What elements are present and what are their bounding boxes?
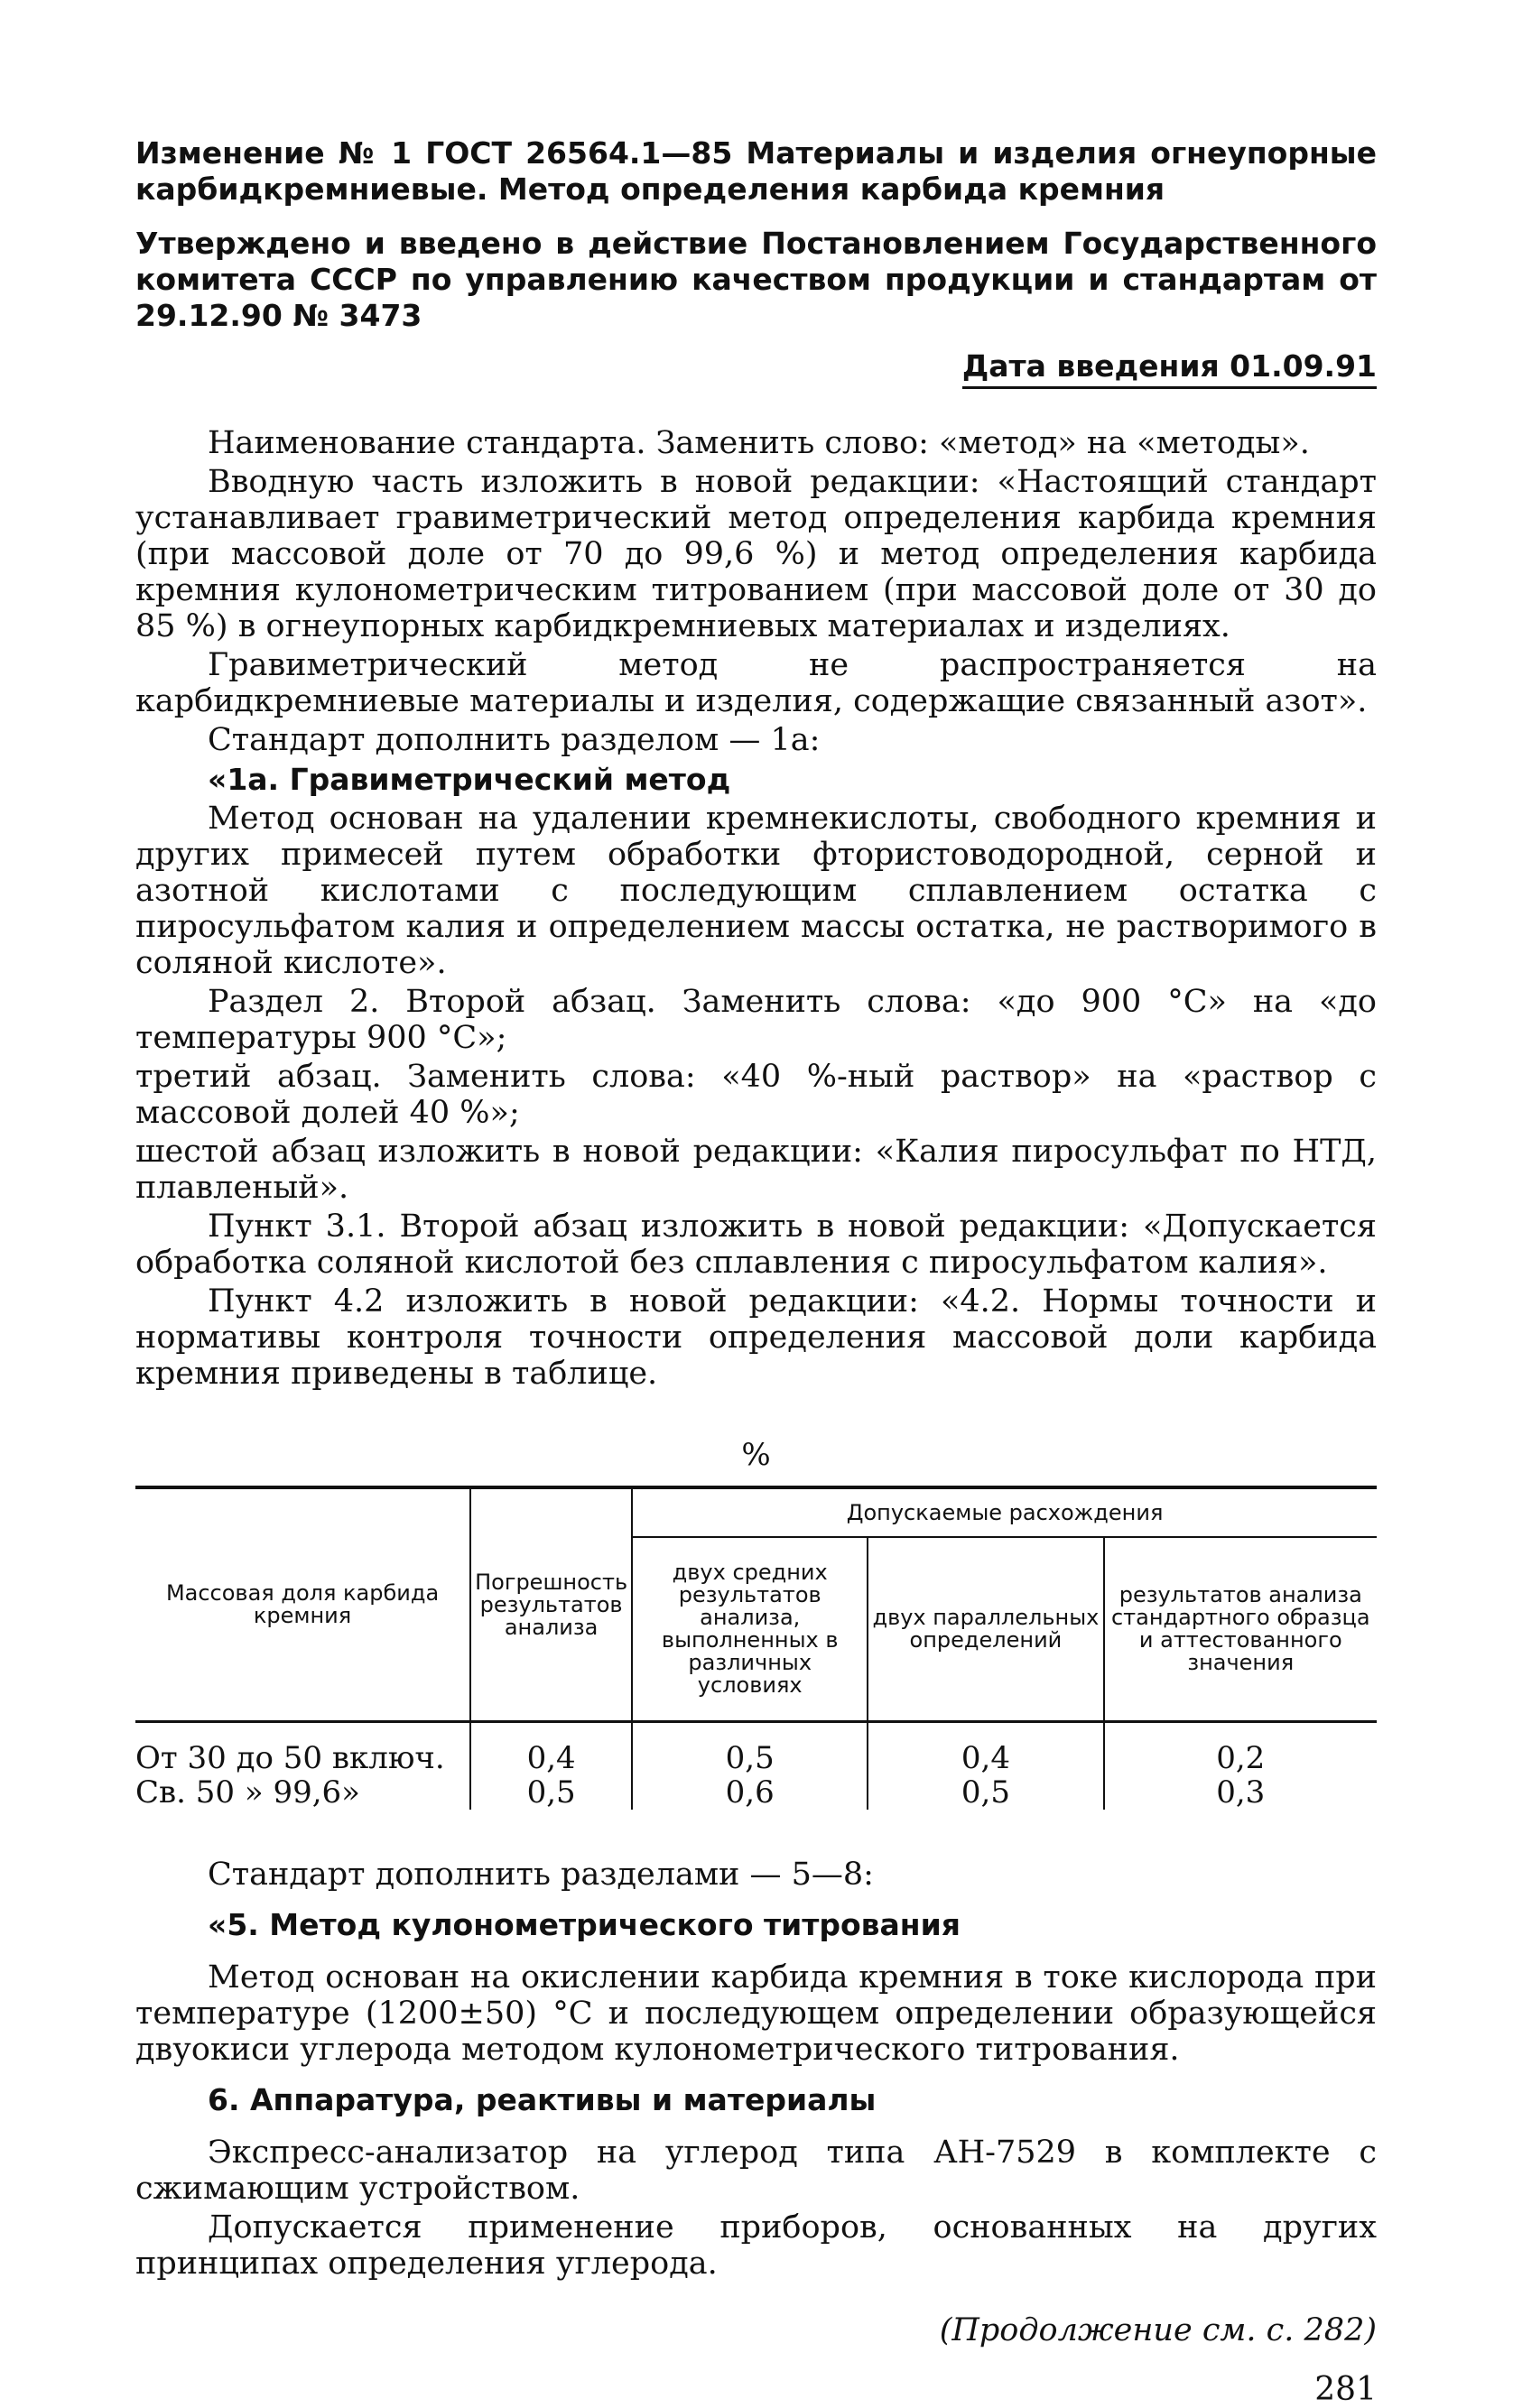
row-label: От 30 до 50 включ. xyxy=(135,1740,445,1776)
paragraph: Гравиметрический метод не распространяется на карбидкремниевые материалы и изделия, содержащие связанный азот». xyxy=(135,647,1377,719)
paragraph: Экспресс-анализатор на углерод типа АН-7529 в комплекте с сжимающим устройством. xyxy=(135,2135,1377,2207)
section-heading-1a: «1а. Гравиметрический метод xyxy=(208,762,731,797)
paragraph: Допускается применение приборов, основанных на других принципах определения углерода. xyxy=(135,2209,1377,2282)
accuracy-table xyxy=(135,1486,1377,1810)
cell-parallel: 0,4 xyxy=(868,1722,1103,1776)
header-two-parallel: двух параллельных определений xyxy=(868,1537,1103,1722)
section-heading-6: 6. Аппаратура, реактивы и материалы xyxy=(208,2082,877,2117)
table-row xyxy=(135,1775,1377,1810)
cell-error: 0,5 xyxy=(470,1775,632,1810)
document-title: Изменение № 1 ГОСТ 26564.1—85 Материалы и изделия огнеупорные карбидкремниевые. Метод определения карбида кремния xyxy=(135,135,1377,207)
header-allowed-discrepancies: Допускаемые расхождения xyxy=(632,1487,1377,1537)
cell-means: 0,6 xyxy=(632,1775,868,1810)
table-unit: % xyxy=(741,1437,771,1473)
section-heading-5: «5. Метод кулонометрического титрования xyxy=(208,1907,961,1942)
header-standard-sample: результатов анализа стандартного образца и аттестованного значения xyxy=(1104,1537,1377,1722)
cell-parallel: 0,5 xyxy=(868,1775,1103,1810)
effective-date xyxy=(135,348,1377,389)
header-two-means: двух средних результатов анализа, выполненных в различных условиях xyxy=(632,1537,868,1722)
cell-means: 0,5 xyxy=(632,1722,868,1776)
amendment-body xyxy=(135,425,1377,1392)
paragraph: Наименование стандарта. Заменить слово: «метод» на «методы». xyxy=(208,425,1310,461)
approval-statement: Утверждено и введено в действие Постановлением Государственного комитета СССР по управлению качеством продукции и стандартам от 29.12.90 № 3473 xyxy=(135,226,1377,333)
page-number: 281 xyxy=(1314,2371,1377,2408)
header-mass-fraction: Массовая доля карбида кремния xyxy=(135,1487,470,1722)
cell-standard: 0,3 xyxy=(1104,1775,1377,1810)
paragraph: Вводную часть изложить в новой редакции: «Настоящий стандарт устанавливает гравиметрический метод определения карбида кремния (при массовой доле от 70 до 99,6 %) и метод определения карбида кремния кулонометрическим титрованием (при массовой доле от 30 до 85 %) в огнеупорных карбидкремниевых материалах и изделиях. xyxy=(135,464,1377,644)
paragraph: Метод основан на удалении кремнекислоты, свободного кремния и других примесей путем обработки фтористоводородной, серной и азотной кислотами с последующим сплавлением остатка с пиросульфатом калия и определением массы остатка, не растворимого в соляной кислоте». xyxy=(135,801,1377,981)
paragraph: третий абзац. Заменить слова: «40 %-ный раствор» на «раствор с массовой долей 40 %»; xyxy=(135,1059,1377,1131)
paragraph: Стандарт дополнить разделами — 5—8: xyxy=(208,1857,874,1893)
paragraph: Раздел 2. Второй абзац. Заменить слова: «до 900 °С» на «до температуры 900 °С»; xyxy=(135,984,1377,1056)
paragraph: шестой абзац изложить в новой редакции: «Калия пиросульфат по НТД, плавленый». xyxy=(135,1134,1377,1206)
paragraph: Пункт 4.2 изложить в новой редакции: «4.2. Нормы точности и нормативы контроля точности определения массовой доли карбида кремния приведены в таблице. xyxy=(135,1283,1377,1392)
continuation-note: (Продолжение см. с. 282) xyxy=(939,2312,1377,2348)
table-row xyxy=(135,1722,1377,1776)
cell-error: 0,4 xyxy=(470,1722,632,1776)
header-error: Погрешность результатов анализа xyxy=(470,1487,632,1722)
row-label: Св. 50 » 99,6» xyxy=(135,1774,360,1811)
page-content xyxy=(135,135,1377,2408)
amendment-continuation xyxy=(135,1857,1377,2282)
effective-date-text: Дата введения 01.09.91 xyxy=(962,348,1377,389)
cell-standard: 0,2 xyxy=(1104,1722,1377,1776)
paragraph: Пункт 3.1. Второй абзац изложить в новой редакции: «Допускается обработка соляной кислотой без сплавления с пиросульфатом калия». xyxy=(135,1209,1377,1281)
paragraph: Метод основан на окислении карбида кремния в токе кислорода при температуре (1200±50) °С и последующем определении образующейся двуокиси углерода методом кулонометрического титрования. xyxy=(135,1959,1377,2068)
paragraph: Стандарт дополнить разделом — 1а: xyxy=(208,722,821,758)
